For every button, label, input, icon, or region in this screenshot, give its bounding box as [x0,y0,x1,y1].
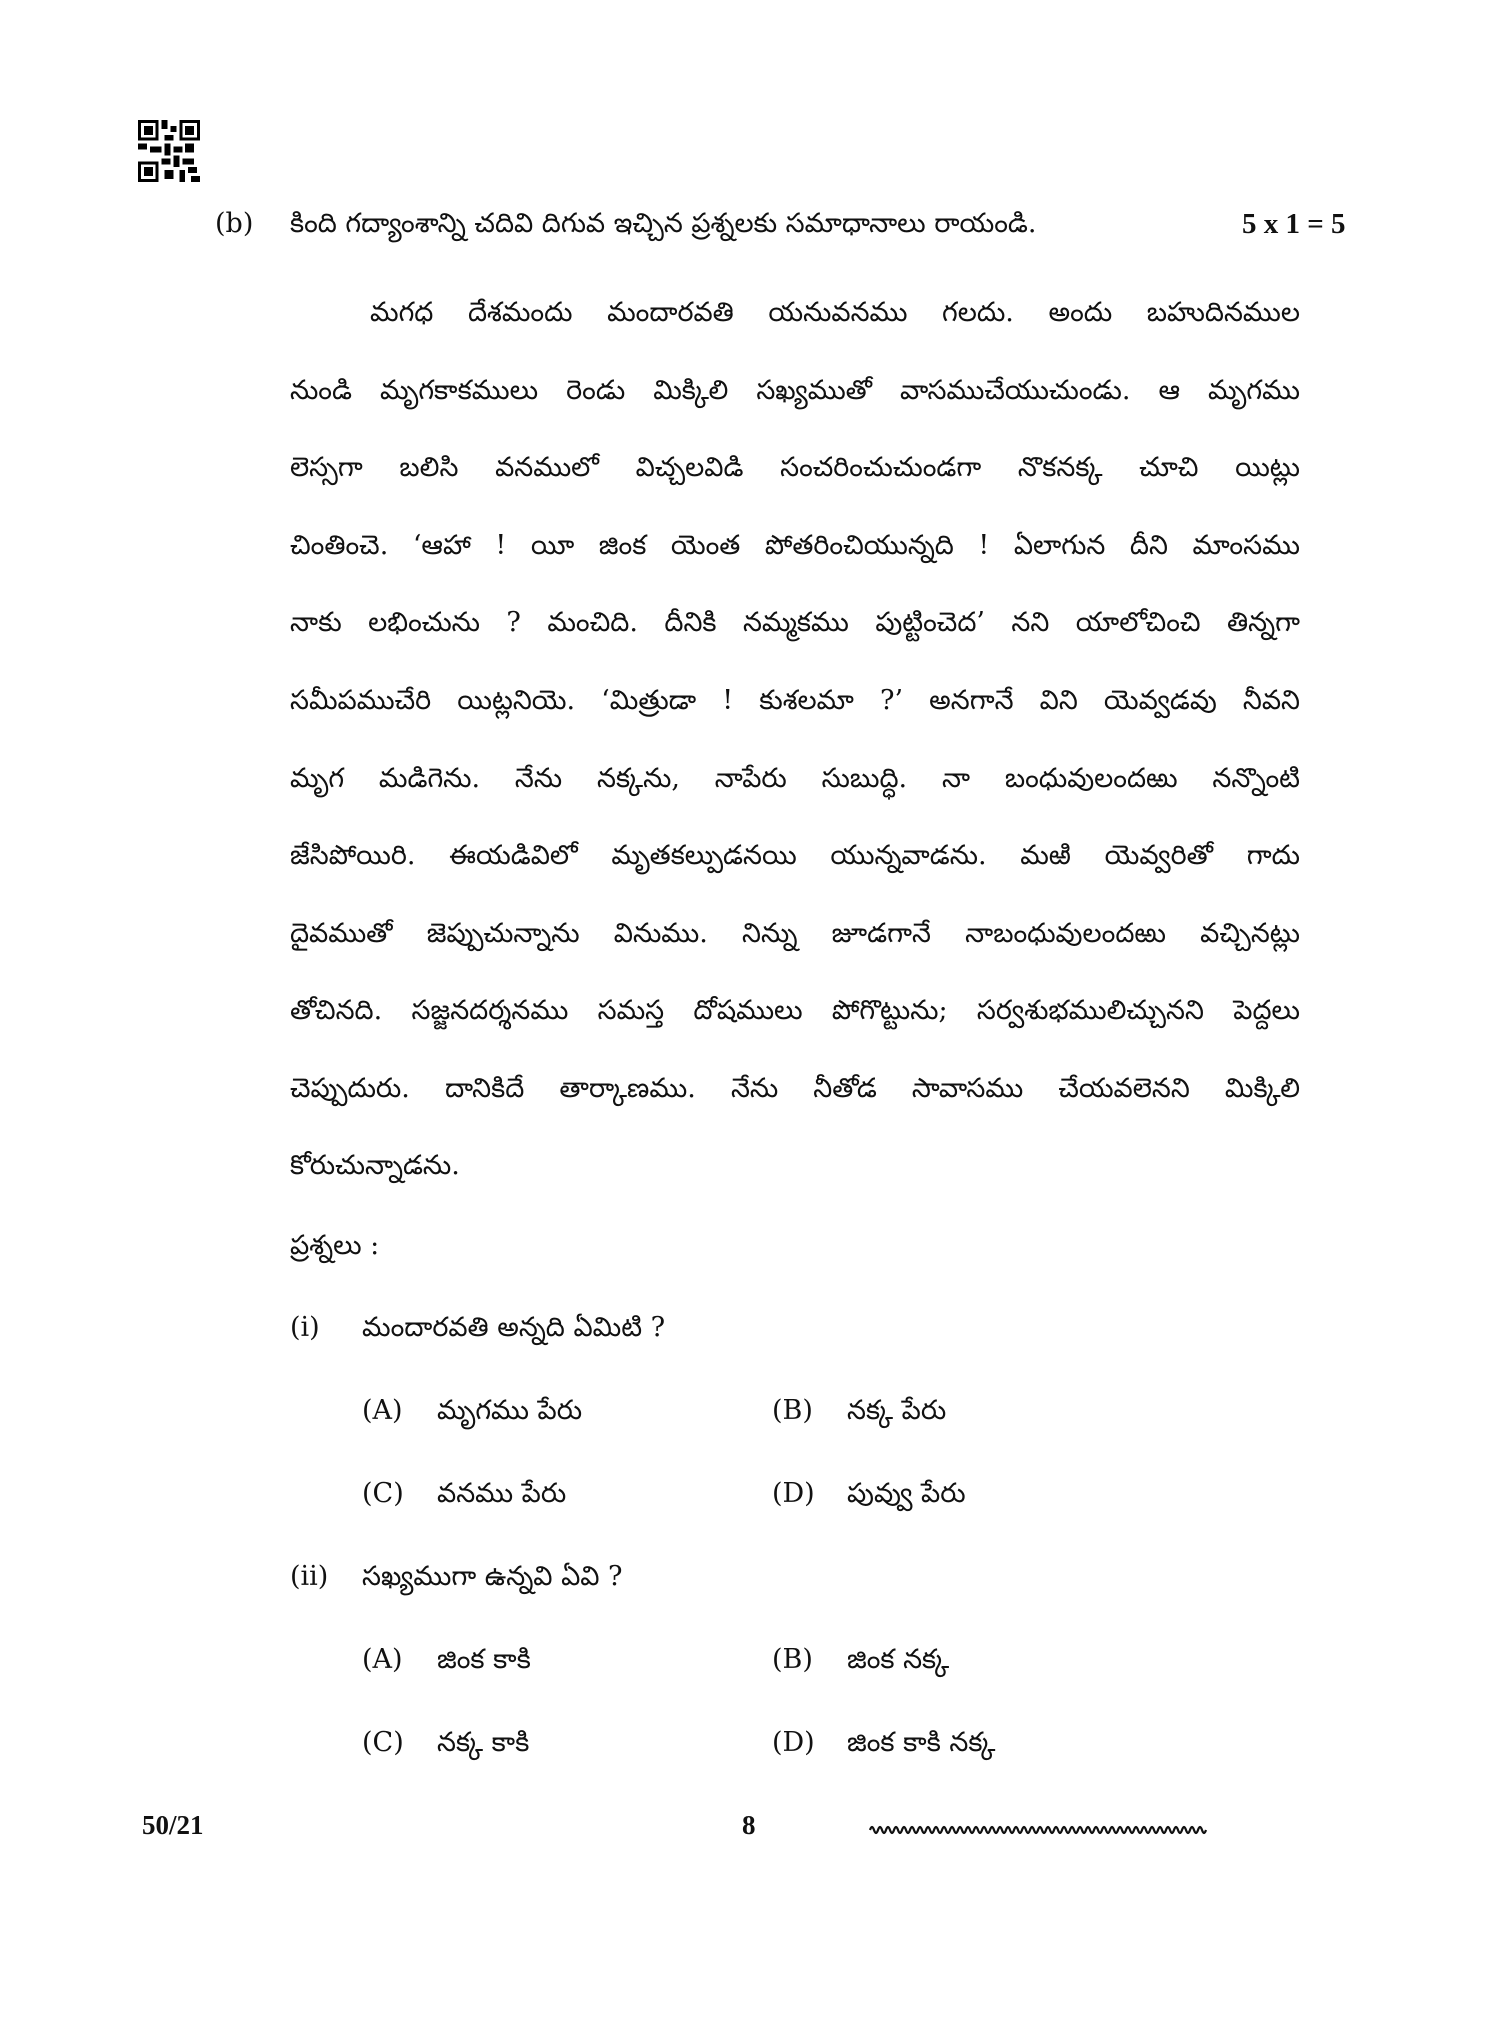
option-b[interactable] [772,1395,946,1433]
option-d[interactable] [772,1478,966,1516]
question-text: సఖ్యముగా ఉన్నవి ఏవి ? [362,1561,623,1592]
section-marks: 5 x 1 = 5 [1242,208,1346,240]
option-text: జింక కాకి [437,1644,531,1675]
passage-line: జేసిపోయిరి. ఈయడివిలో మృతకల్పుడనయి యున్నవాడను. మఱి యెవ్వరితో గాదు [290,840,1300,871]
option-label: (D) [772,1478,815,1509]
passage-line: చెప్పుదురు. దానికిదే తార్కాణము. నేను నీతోడ సావాసము చేయవలెనని మిక్కిలి [290,1073,1300,1104]
question-number: (ii) [290,1561,329,1592]
option-text: పువ్వు పేరు [847,1478,966,1509]
option-label: (C) [362,1478,404,1509]
question-text: మందారవతి అన్నది ఏమిటి ? [362,1312,666,1343]
option-c[interactable] [362,1727,529,1765]
passage-line: మగధ దేశమందు మందారవతి యనువనము గలదు. అందు బహుదినముల [370,297,1300,328]
passage-line: నాకు లభించును ? మంచిది. దీనికి నమ్మకము పుట్టించెద’ నని యాలోచించి తిన్నగా [290,607,1300,638]
option-text: వనము పేరు [437,1478,567,1509]
section-instruction: కింది గద్యాంశాన్ని చదివి దిగువ ఇచ్చిన ప్రశ్నలకు సమాధానాలు రాయండి. [290,208,1037,239]
option-label: (A) [362,1644,403,1675]
passage-line: లెస్సగా బలిసి వనములో విచ్చలవిడి సంచరించుచుండగా నొకనక్క చూచి యిట్లు [290,452,1300,483]
option-text: నక్క కాకి [437,1727,530,1758]
questions-heading: ప్రశ్నలు : [290,1230,380,1261]
passage-line: దైవముతో జెప్పుచున్నాను వినుము. నిన్ను జూడగానే నాబంధువులందఱు వచ్చినట్లు [290,918,1300,949]
option-label: (B) [772,1395,813,1426]
passage-line: నుండి మృగకాకములు రెండు మిక్కిలి సఖ్యముతో వాసముచేయుచుండు. ఆ మృగము [290,375,1300,406]
passage-line: మృగ మడిగెను. నేను నక్కను, నాపేరు సుబుద్ధి. నా బంధువులందఱు నన్నొంటి [290,763,1300,794]
qr-code-icon [138,120,200,182]
option-label: (B) [772,1644,813,1675]
section-label: (b) [215,208,254,239]
option-d[interactable] [772,1727,995,1765]
option-text: జింక నక్క [847,1644,950,1675]
option-a[interactable] [362,1644,531,1682]
option-text: జింక కాకి నక్క [847,1727,996,1758]
option-label: (C) [362,1727,404,1758]
passage-line: సమీపముచేరి యిట్లనియె. ‘మిత్రుడా ! కుశలమా ?’ అనగానే విని యెవ్వడవు నీవని [290,685,1300,716]
option-text: నక్క పేరు [847,1395,947,1426]
question-number: (i) [290,1312,320,1343]
option-c[interactable] [362,1478,566,1516]
paper-code: 50/21 [142,1810,204,1840]
option-label: (D) [772,1727,815,1758]
passage-line: తోచినది. సజ్జనదర్శనము సమస్త దోషములు పోగొట్టును; సర్వశుభములిచ్చునని పెద్దలు [290,995,1300,1026]
page-number: 8 [742,1810,756,1840]
option-text: మృగము పేరు [437,1395,583,1426]
option-b[interactable] [772,1644,949,1682]
wavy-line-icon [868,1822,1208,1838]
option-a[interactable] [362,1395,582,1433]
passage-line: కోరుచున్నాడను. [290,1150,460,1181]
option-label: (A) [362,1395,403,1426]
passage-line: చింతించె. ‘ఆహా ! యీ జింక యెంత పోతరించియున్నది ! ఏలాగున దీని మాంసము [290,530,1300,561]
